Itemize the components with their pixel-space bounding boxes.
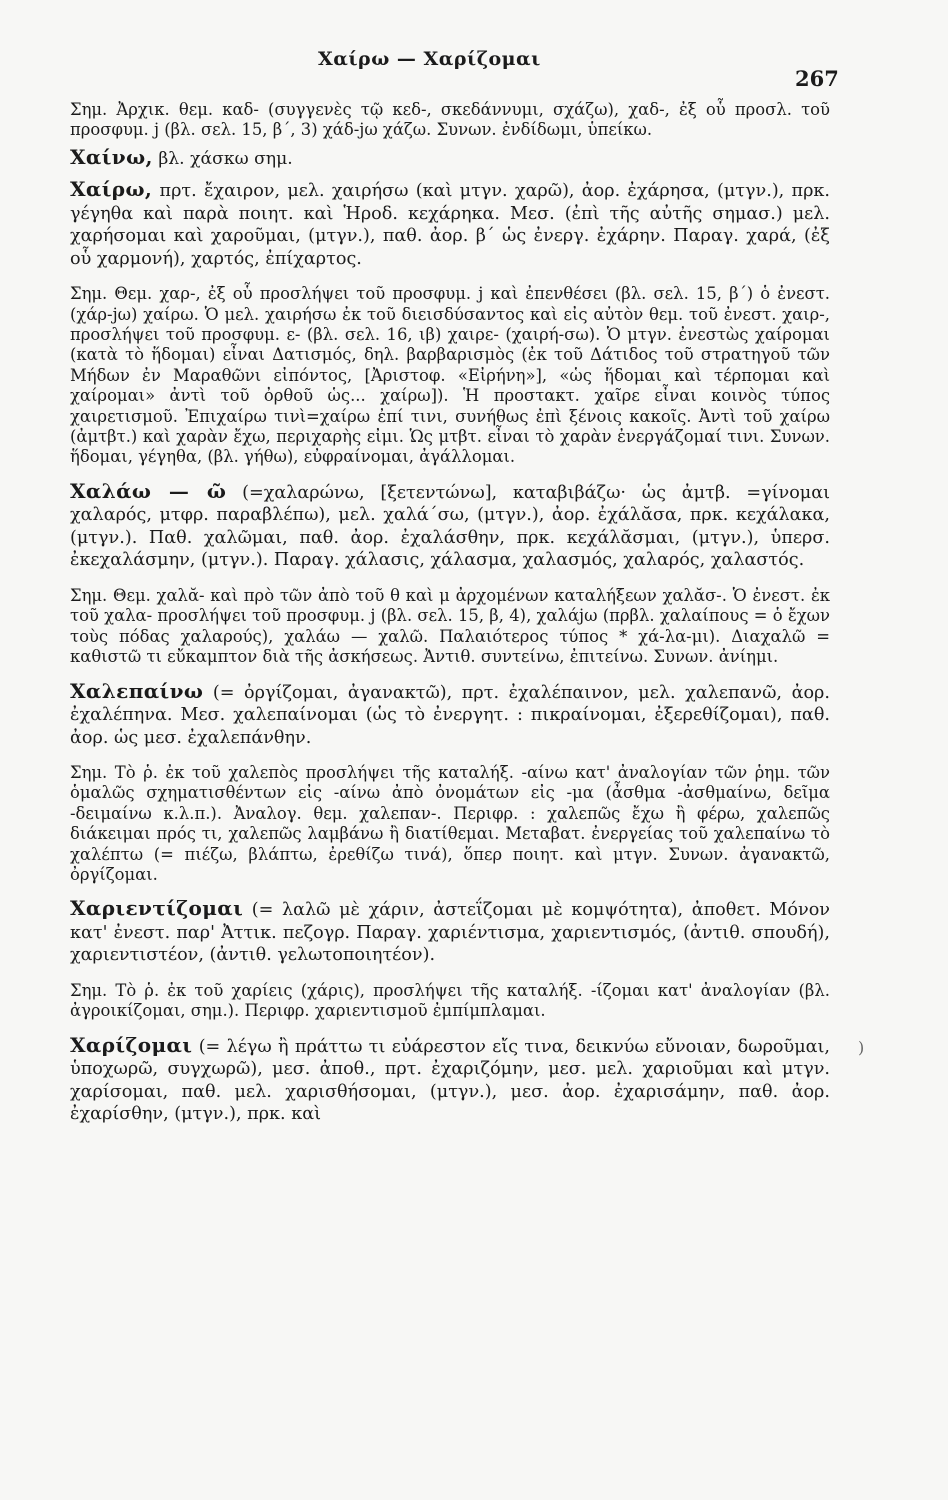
entry-xaino — [70, 144, 830, 170]
margin-mark: ) — [858, 1038, 865, 1057]
entry-text: (=χαλαρώνω, [ξετεντώνω], καταβιβάζω· ὡς ἀμτβ. =γίνομαι χαλαρός, μτφρ. παραβλέπω), μελ. χαλά΄σω, (μτγν.), ἀορ. ἐχάλᾰσα, πρκ. κεχάλακα, (μτγν.). Παθ. χαλῶμαι, παθ. ἀορ. ἐχαλάσθην, πρκ. κεχάλᾰσμαι, (μτγν.), ὑπερσ. ἐκεχαλάσμην, (μτγν.). Παραγ. χάλασις, χάλασμα, χαλασμός, χαλαρός, χαλαστός. — [70, 482, 831, 571]
entry-headword: Χαλεπαίνω — [70, 678, 204, 703]
note-xalepaino — [70, 763, 830, 885]
entry-text: (= λέγω ἢ πράττω τι εὐάρεστον εἴς τινα, δεικνύω εὔνοιαν, δωροῦμαι, ὑποχωρῶ, συγχωρῶ), μεσ. ἀποθ., πρτ. ἐχαριζόμην, μεσ. μελ. χαριοῦμαι καὶ μτγν. χαρίσομαι, παθ. μελ. χαρισθήσομαι, (μτγν.), μεσ. ἀορ. ἐχαρισάμην, παθ. ἀορ. ἐχαρίσθην, (μτγν.), πρκ. καὶ — [70, 1036, 830, 1125]
note-text: Σημ. Θεμ. χαλᾰ- καὶ πρὸ τῶν ἀπὸ τοῦ θ καὶ μ ἀρχομένων καταλήξεων χαλᾰσ-. Ὁ ἐνεστ. ἐκ τοῦ χαλα- προσλήψει τοῦ προσφυμ. j (βλ. σελ. 15, β, 4), χαλάjω (πρβλ. χαλαίπους = ὁ ἔχων τοὺς πόδας χαλαρούς), χαλάω — χαλῶ. Παλαιότερος τύπος * χά-λα-μι). Διαχαλῶ = καθιστῶ τι εὔκαμπτον διὰ τῆς ἀσκήσεως. Ἀντιθ. συντείνω, ἐπιτείνω. Συνων. ἀνίημι. — [70, 585, 830, 667]
entry-xalepaino — [70, 680, 830, 750]
entry-headword: Χαίρω, — [70, 177, 153, 202]
entry-text: (= λαλῶ μὲ χάριν, ἀστεΐζομαι μὲ κομψότητα), ἀποθετ. Μόνον κατ' ἐνεστ. παρ' Ἀττικ. πεζογρ. Παραγ. χαριέντισμα, χαριεντισμός, (ἀντιθ. σπουδή), χαριεντιστέον, (ἀντιθ. γελωτοποιητέον). — [70, 900, 830, 966]
entry-headword: Χαλάω — ῶ — [70, 478, 227, 503]
note-text: Σημ. Τὸ ῥ. ἐκ τοῦ χαρίεις (χάρις), προσλήψει τῆς καταλήξ. -ίζομαι κατ' ἀναλογίαν (βλ. ἀγροικίζομαι, σημ.). Περιφρ. χαριεντισμοῦ ἐμπίμπλαμαι. — [70, 980, 830, 1021]
entry-headword: Χαρίζομαι — [70, 1032, 193, 1057]
dictionary-body — [70, 100, 830, 1126]
note-text: Σημ. Ἀρχικ. θεμ. καδ- (συγγενὲς τῷ κεδ-, σκεδάννυμι, σχάζω), χαδ-, ἐξ οὗ προσλ. τοῦ προσφυμ. j (βλ. σελ. 15, β΄, 3) χάδ-jω χάζω. Συνων. ἐνδίδωμι, ὑπείκω. — [70, 100, 830, 140]
note-kado — [70, 100, 830, 141]
note-xalao — [70, 586, 830, 668]
note-xairo — [70, 284, 830, 468]
entry-xarientizomai — [70, 897, 830, 967]
entry-text: (= ὀργίζομαι, ἀγανακτῶ), πρτ. ἐχαλέπαινον, μελ. χαλεπανῶ, ἀορ. ἐχαλέπηνα. Μεσ. χαλεπαίνομαι (ὡς τὸ ἐνεργητ. : πικραίνομαι, ἐξερεθίζομαι), παθ. ἀορ. ὡς μεσ. ἐχαλεπάνθην. — [70, 682, 830, 748]
entry-text: βλ. χάσκω σημ. — [152, 148, 293, 169]
page-number: 267 — [795, 66, 839, 91]
note-text: Σημ. Θεμ. χαρ-, ἐξ οὗ προσλήψει τοῦ προσφυμ. j καὶ ἐπενθέσει (βλ. σελ. 15, β΄) ὁ ἐνεστ. (χάρ-jω) χαίρω. Ὁ μελ. χαιρήσω ἐκ τοῦ διεισδύσαντος καὶ εἰς αὐτὸν θεμ. τοῦ ἐνεστ. χαιρ-, προσλήψει τοῦ προσφυμ. ε- (βλ. σελ. 16, ιβ) χαιρε- (χαιρή-σω). Ὁ μτγν. ἐνεστὼς χαίρομαι (κατὰ τὸ ἥδομαι) εἶναι Δατισμός, δηλ. βαρβαρισμὸς (ἐκ τοῦ Δάτιδος τοῦ στρατηγοῦ τῶν Μήδων ἐν Μαραθῶνι εἰπόντος, [Ἀριστοφ. «Εἰρήνη»], «ὡς ἥδομαι καὶ τέρπομαι καὶ χαίρομαι» ἀντὶ τοῦ ὀρθοῦ ὡς... χαίρω]). Ἡ προστακτ. χαῖρε εἶναι κοινὸς τύπος χαιρετισμοῦ. Ἐπιχαίρω τινὶ=χαίρω ἐπί τινι, συνήθως ἐπὶ ξένοις κακοῖς. Ἀντὶ τοῦ χαίρω (ἀμτβτ.) καὶ χαρὰν ἔχω, περιχαρὴς εἰμι. Ὡς μτβτ. εἶναι τὸ χαρὰν ἐνεργάζομαί τινι. Συνων. ἥδομαι, γέγηθα, (βλ. γήθω), εὐφραίνομαι, ἀγάλλομαι. — [70, 284, 830, 467]
entry-xairo — [70, 178, 830, 270]
entry-headword: Χαίνω, — [70, 144, 153, 169]
entry-text: πρτ. ἔχαιρον, μελ. χαιρήσω (καὶ μτγν. χαρῶ), ἀορ. ἐχάρησα, (μτγν.), πρκ. γέγηθα καὶ παρὰ ποιητ. καὶ Ἡροδ. κεχάρηκα. Μεσ. (ἐπὶ τῆς αὐτῆς σημασ.) μελ. χαρήσομαι καὶ χαροῦμαι, (μτγν.), παθ. ἀορ. β΄ ὡς ἐνεργ. ἐχάρην. Παραγ. χαρά, (ἐξ οὗ χαρμονή), χαρτός, ἐπίχαρτος. — [70, 181, 830, 269]
entry-xalao — [70, 480, 830, 572]
entry-xarizomai — [70, 1034, 830, 1126]
note-text: Σημ. Τὸ ῥ. ἐκ τοῦ χαλεπὸς προσλήψει τῆς καταλήξ. -αίνω κατ' ἀναλογίαν τῶν ῥημ. τῶν ὁμαλῶς σχηματισθέντων εἰς -αίνω ἀπὸ ὀνομάτων εἰς -μα (ἆσθμα -ἀσθμαίνω, δεῖμα -δειμαίνω κ.λ.π.). Ἀναλογ. θεμ. χαλεπαν-. Περιφρ. : χαλεπῶς ἔχω ἢ φέρω, χαλεπῶς διάκειμαι πρός τι, χαλεπῶς λαμβάνω ἢ διατίθεμαι. Μεταβατ. ἐνεργείας τοῦ χαλεπαίνω τὸ χαλέπτω (= πιέζω, βλάπτω, ἐρεθίζω τινά), ὅπερ ποιητ. καὶ μτγν. Συνων. ἀγανακτῶ, ὀργίζομαι. — [70, 763, 830, 885]
page-header — [0, 48, 948, 91]
entry-headword: Χαριεντίζομαι — [70, 896, 244, 921]
note-xarientizomai — [70, 981, 830, 1022]
running-title: Χαίρω — Χαρίζομαι — [318, 48, 541, 70]
